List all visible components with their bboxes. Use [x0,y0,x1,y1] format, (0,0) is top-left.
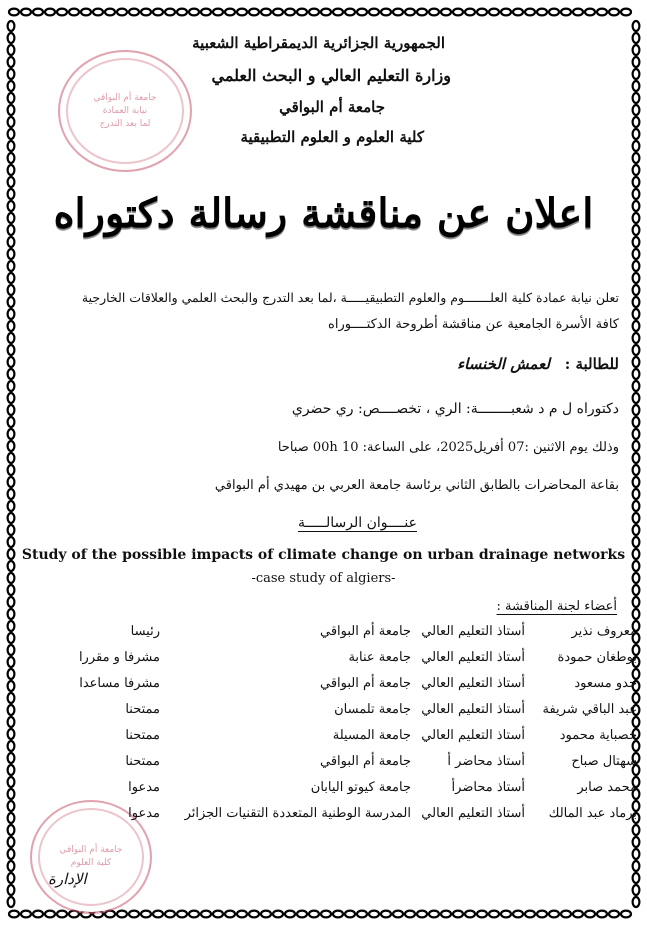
border-link [8,777,15,787]
border-link [8,345,15,355]
border-link [285,9,295,16]
border-link [621,9,631,16]
committee-row [30,702,637,724]
committee-member-name: محمد صابر [577,780,637,795]
border-link [417,911,427,918]
border-link [8,321,15,331]
committee-member-role: ممتحنا [125,702,160,717]
border-link [8,621,15,631]
border-link [633,849,640,859]
border-link [93,9,103,16]
border-link [489,911,499,918]
border-link [633,489,640,499]
student-name: لعمش الخنساء [457,355,550,373]
border-link [8,381,15,391]
border-link [633,537,640,547]
committee-member-name: عبد الباقي شريفة [542,702,637,717]
border-link [129,9,139,16]
university-heading: جامعة أم البواقي [279,98,385,116]
student-line [457,355,619,373]
committee-member-institution: المدرسة الوطنية المتعددة التقنيات الجزائر [184,806,411,821]
border-link [141,9,151,16]
border-link [633,393,640,403]
committee-row [30,728,637,750]
border-link [513,9,523,16]
border-link [8,105,15,115]
border-link [381,911,391,918]
border-link [633,177,640,187]
border-link [261,911,271,918]
border-link [8,501,15,511]
border-link [8,177,15,187]
committee-member-rank: أستاذ التعليم العالي [421,702,525,717]
border-link [8,189,15,199]
border-link [525,9,535,16]
border-link [633,189,640,199]
border-link [633,57,640,67]
border-link [8,393,15,403]
border-link [573,911,583,918]
border-link [8,57,15,67]
border-link [489,9,499,16]
border-link [297,9,307,16]
committee-member-name: حصباية محمود [559,728,637,743]
border-link [21,911,31,918]
border-link [633,381,640,391]
border-link [201,911,211,918]
border-link [273,9,283,16]
border-link [117,9,127,16]
border-link [8,681,15,691]
border-link [8,93,15,103]
border-link [633,609,640,619]
border-link [8,861,15,871]
venue-line: بقاعة المحاضرات بالطابق الثاني برئاسة جامعة العربي بن مهيدي أم البواقي [214,478,619,493]
border-link [8,801,15,811]
border-link [405,911,415,918]
border-link [213,9,223,16]
border-link [345,911,355,918]
border-link [525,911,535,918]
border-link [345,9,355,16]
border-link [309,911,319,918]
border-link [285,911,295,918]
committee-member-name: بوطغان حمودة [557,650,637,665]
border-link [357,9,367,16]
border-link [585,911,595,918]
committee-member-institution: جامعة تلمسان [334,702,411,717]
border-link [8,741,15,751]
border-link [501,9,511,16]
border-link [249,9,259,16]
border-link [105,9,115,16]
border-link [165,9,175,16]
border-link [633,885,640,895]
border-link [633,321,640,331]
intro-line-1: تعلن نيابة عمادة كلية العلـــــــوم والعلوم التطبيقيـــــة ،لما بعد التدرج والبحث العلمي والعلاقات الخارجية [81,290,619,305]
border-link [8,453,15,463]
border-link [8,129,15,139]
border-link [633,477,640,487]
border-link [609,9,619,16]
top-stamp: جامعة أم البواقي نيابة العمادة لما بعد التدرج [58,50,192,172]
thesis-title-label: عنــــوان الرسالـــــة [298,515,417,531]
border-link [177,911,187,918]
border-link [597,911,607,918]
border-link [261,9,271,16]
border-link [633,249,640,259]
border-link [165,911,175,918]
border-link [453,911,463,918]
committee-member-rank: أستاذ محاضرأ [451,780,525,795]
border-link [477,911,487,918]
border-link [633,897,640,907]
border-link [189,911,199,918]
border-link [8,789,15,799]
border-link [633,117,640,127]
border-link [633,357,640,367]
committee-table [30,624,637,824]
border-link [8,645,15,655]
thesis-title-english: Study of the possible impacts of climate change on urban drainage networks [21,547,626,563]
committee-member-name: جدو مسعود [574,676,637,691]
border-link [609,911,619,918]
border-link [8,465,15,475]
border-link [417,9,427,16]
border-link [297,911,307,918]
border-link [225,9,235,16]
border-link [429,9,439,16]
border-link [633,297,640,307]
committee-member-rank: أستاذ التعليم العالي [421,676,525,691]
committee-member-institution: جامعة المسيلة [332,728,411,743]
border-link [8,897,15,907]
border-link [8,369,15,379]
border-link [477,9,487,16]
border-link [9,9,19,16]
border-link [8,513,15,523]
border-link [633,141,640,151]
border-link [45,9,55,16]
border-link [597,9,607,16]
border-link [69,9,79,16]
border-link [309,9,319,16]
committee-member-role: مشرفا و مقررا [78,650,160,665]
border-link [213,911,223,918]
border-link [633,441,640,451]
date-line: وذلك يوم الاثنين :07 أفريل2025، على الساعة: 00h 10 صباحا [277,440,619,455]
border-link [633,129,640,139]
committee-member-role: رئيسا [130,624,160,639]
border-link [33,9,43,16]
border-link [8,537,15,547]
border-link [21,9,31,16]
committee-row [30,676,637,698]
border-link [633,261,640,271]
border-link [633,861,640,871]
border-link [153,9,163,16]
committee-member-role: ممتحنا [125,728,160,743]
border-link [8,249,15,259]
border-link [633,309,640,319]
committee-member-institution: جامعة عنابة [348,650,411,665]
border-link [633,369,640,379]
border-link [429,911,439,918]
border-link [8,753,15,763]
border-link [633,285,640,295]
republic-heading: الجمهورية الجزائرية الديمقراطية الشعبية [192,34,445,52]
border-link [8,141,15,151]
border-link [8,45,15,55]
committee-member-institution: جامعة أم البواقي [320,676,411,691]
border-link [633,105,640,115]
border-link [633,237,640,247]
border-link [8,285,15,295]
border-link [549,911,559,918]
border-link [369,911,379,918]
committee-member-rank: أستاذ التعليم العالي [421,728,525,743]
committee-row [30,780,637,802]
border-link [237,9,247,16]
border-link [537,911,547,918]
border-link [633,201,640,211]
border-link [57,9,67,16]
border-link [585,9,595,16]
border-link [8,237,15,247]
border-link [633,21,640,31]
border-link [8,417,15,427]
border-link [633,597,640,607]
border-link [633,513,640,523]
administration-label: الإدارة [48,870,87,888]
border-link [8,765,15,775]
border-link [321,911,331,918]
border-link [8,117,15,127]
border-link [8,333,15,343]
border-link [8,405,15,415]
border-link [8,717,15,727]
border-link [549,9,559,16]
border-link [8,261,15,271]
border-link [369,9,379,16]
border-link [393,911,403,918]
committee-member-rank: أستاذ التعليم العالي [421,624,525,639]
border-link [513,911,523,918]
border-link [633,93,640,103]
border-link [381,9,391,16]
border-link [153,911,163,918]
border-link [633,81,640,91]
degree-line: دكتوراه ل م د شعبــــــــة: الري ، تخصــــص: ري حضري [291,401,619,417]
border-link [8,813,15,823]
border-link [8,429,15,439]
intro-line-2: كافة الأسرة الجامعية عن مناقشة أطروحة الدكتــــوراه [328,317,619,332]
border-link [8,309,15,319]
committee-member-name: برماد عبد المالك [548,806,637,821]
border-link [393,9,403,16]
border-link [633,273,640,283]
committee-member-role: ممتحنا [125,754,160,769]
border-link [8,729,15,739]
border-link [633,525,640,535]
thesis-subtitle-english: -case study of algiers- [251,571,396,586]
committee-member-rank: أستاذ التعليم العالي [421,806,525,821]
border-link [633,837,640,847]
border-link [8,165,15,175]
border-link [177,9,187,16]
border-link [189,9,199,16]
border-link [405,9,415,16]
border-link [441,9,451,16]
border-link [8,69,15,79]
faculty-heading: كلية العلوم و العلوم التطبيقية [240,128,424,146]
committee-label: أعضاء لجنة المناقشة : [496,599,617,614]
border-link [321,9,331,16]
committee-member-name: سهتال صباح [571,754,637,769]
committee-member-role: مشرفا مساعدا [79,676,160,691]
border-link [357,911,367,918]
committee-row [30,806,637,828]
border-link [573,9,583,16]
border-link [8,81,15,91]
committee-member-rank: أستاذ التعليم العالي [421,650,525,665]
border-link [8,633,15,643]
border-link [8,585,15,595]
border-link [333,9,343,16]
border-link [8,33,15,43]
border-link [633,417,640,427]
border-link [8,597,15,607]
student-label: للطالبة : [564,355,619,373]
border-link [633,213,640,223]
border-link [633,429,640,439]
border-link [633,45,640,55]
border-link [9,911,19,918]
committee-member-rank: أستاذ محاضر أ [447,754,525,769]
committee-member-institution: جامعة أم البواقي [320,624,411,639]
border-link [8,657,15,667]
border-link [465,9,475,16]
border-link [453,9,463,16]
border-link [8,153,15,163]
border-link [333,911,343,918]
border-link [633,153,640,163]
border-link [8,837,15,847]
border-link [8,441,15,451]
border-link [633,165,640,175]
border-link [201,9,211,16]
border-link [237,911,247,918]
border-link [633,501,640,511]
border-link [621,911,631,918]
border-link [501,911,511,918]
committee-member-role: مدعوا [128,780,160,795]
border-link [8,705,15,715]
ministry-heading: وزارة التعليم العالي و البحث العلمي [211,66,451,85]
border-link [537,9,547,16]
border-link [8,873,15,883]
border-link [249,911,259,918]
border-link [8,213,15,223]
border-link [8,489,15,499]
committee-row [30,650,637,672]
committee-member-institution: جامعة كيوتو اليابان [310,780,411,795]
committee-row [30,754,637,776]
announcement-title: اعلان عن مناقشة رسالة دكتوراه [53,190,594,237]
border-link [465,911,475,918]
border-link [8,693,15,703]
border-link [441,911,451,918]
border-link [633,465,640,475]
border-link [633,405,640,415]
committee-member-institution: جامعة أم البواقي [320,754,411,769]
border-link [273,911,283,918]
border-link [633,873,640,883]
border-link [561,911,571,918]
border-link [225,911,235,918]
border-link [633,453,640,463]
committee-member-name: معروف نذير [571,624,637,639]
border-link [8,273,15,283]
border-link [8,525,15,535]
border-link [8,201,15,211]
border-link [8,669,15,679]
committee-member-role: مدعوا [128,806,160,821]
border-link [633,69,640,79]
border-link [633,333,640,343]
border-link [561,9,571,16]
border-link [81,9,91,16]
border-link [8,825,15,835]
committee-row [30,624,637,646]
border-link [633,225,640,235]
border-link [8,225,15,235]
border-link [8,297,15,307]
border-link [633,585,640,595]
border-link [633,33,640,43]
border-link [8,885,15,895]
border-link [8,849,15,859]
border-link [8,357,15,367]
border-link [633,345,640,355]
bottom-stamp: جامعة أم البواقي كلية العلوم [30,800,152,914]
border-link [8,21,15,31]
border-link [8,609,15,619]
border-link [8,477,15,487]
